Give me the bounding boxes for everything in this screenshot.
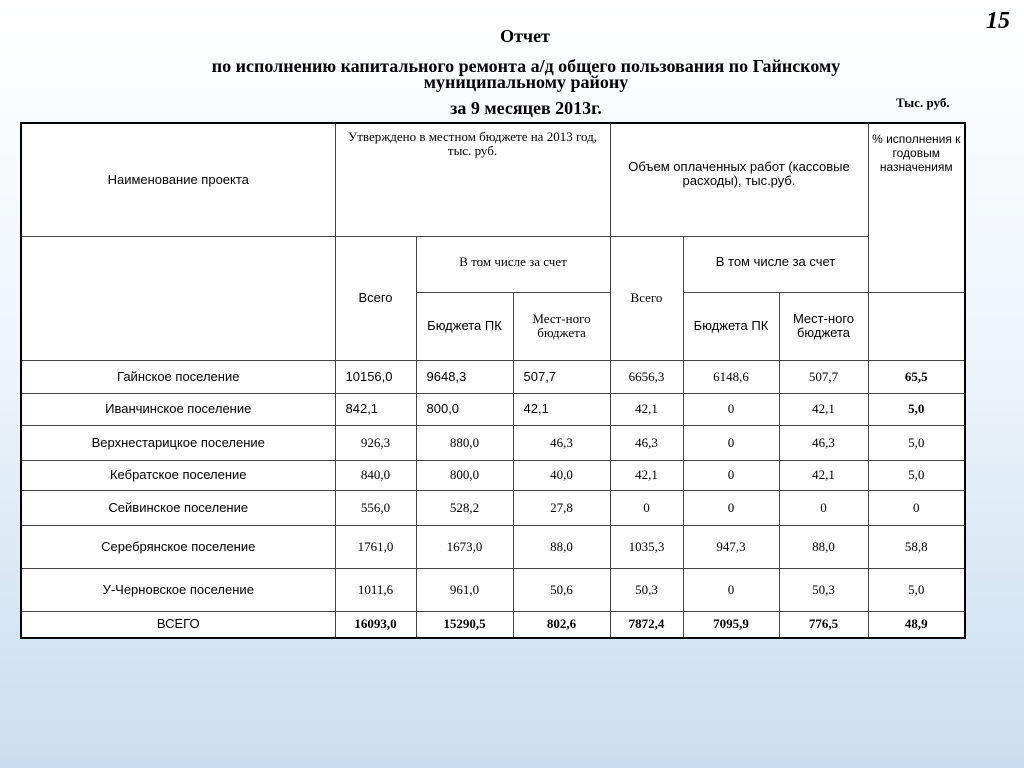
title-line-4: за 9 месяцев 2013г. (450, 98, 602, 118)
header-paid-total: Всего (610, 236, 683, 360)
units-label: Тыс. руб. (896, 95, 950, 110)
total-paid-total: 7872,4 (610, 611, 683, 638)
row-name: Серебрянское поселение (21, 525, 335, 568)
title-line-1: Отчет (500, 26, 550, 46)
row-name: Гайнское поселение (21, 360, 335, 393)
cell-paid-local: 50,3 (779, 568, 868, 611)
cell-paid-total: 0 (610, 490, 683, 525)
table-row (21, 360, 965, 393)
header-project-name-filler (21, 236, 335, 360)
cell-percent: 0 (868, 490, 965, 525)
cell-paid-total: 50,3 (610, 568, 683, 611)
cell-paid-pk: 0 (683, 490, 779, 525)
header-paid: Объем оплаченных работ (кассовые расходы), тыс.руб. (610, 123, 868, 236)
cell-percent: 5,0 (868, 393, 965, 425)
header-approved-local-budget: Мест-ного бюджета (513, 292, 610, 360)
header-approved-total: Всего (335, 236, 416, 360)
cell-paid-pk: 0 (683, 425, 779, 460)
cell-paid-total: 6656,3 (610, 360, 683, 393)
total-paid-pk: 7095,9 (683, 611, 779, 638)
cell-approved-total: 10156,0 (335, 360, 416, 393)
cell-approved-total: 926,3 (335, 425, 416, 460)
cell-approved-local: 42,1 (513, 393, 610, 425)
cell-approved-total: 556,0 (335, 490, 416, 525)
cell-paid-local: 507,7 (779, 360, 868, 393)
cell-approved-total: 1761,0 (335, 525, 416, 568)
header-project-name: Наименование проекта (21, 123, 335, 236)
cell-paid-total: 42,1 (610, 460, 683, 490)
cell-paid-pk: 0 (683, 568, 779, 611)
cell-approved-pk: 1673,0 (416, 525, 513, 568)
cell-approved-pk: 961,0 (416, 568, 513, 611)
cell-paid-pk: 0 (683, 460, 779, 490)
page-number: 15 (986, 8, 1010, 34)
cell-paid-total: 46,3 (610, 425, 683, 460)
cell-approved-pk: 880,0 (416, 425, 513, 460)
cell-percent: 5,0 (868, 460, 965, 490)
row-name: У-Черновское поселение (21, 568, 335, 611)
table-row (21, 490, 965, 525)
header-percent: % исполнения к годовым назначениям (868, 123, 965, 292)
row-name: Сейвинское поселение (21, 490, 335, 525)
cell-approved-local: 88,0 (513, 525, 610, 568)
cell-approved-pk: 528,2 (416, 490, 513, 525)
cell-paid-local: 88,0 (779, 525, 868, 568)
header-paid-including: В том числе за счет (683, 236, 868, 292)
cell-approved-local: 507,7 (513, 360, 610, 393)
cell-paid-local: 46,3 (779, 425, 868, 460)
title-line-2: по исполнению капитального ремонта а/д общего пользования по Гайнскому (211, 56, 841, 76)
total-paid-local: 776,5 (779, 611, 868, 638)
total-approved-local: 802,6 (513, 611, 610, 638)
cell-approved-local: 27,8 (513, 490, 610, 525)
header-approved-including: В том числе за счет (416, 236, 610, 292)
cell-approved-local: 46,3 (513, 425, 610, 460)
cell-approved-total: 842,1 (335, 393, 416, 425)
cell-paid-total: 1035,3 (610, 525, 683, 568)
row-name: Верхнестарицкое поселение (21, 425, 335, 460)
cell-paid-total: 42,1 (610, 393, 683, 425)
cell-approved-pk: 800,0 (416, 460, 513, 490)
header-paid-local-budget: Мест-ного бюджета (779, 292, 868, 360)
cell-paid-local: 42,1 (779, 460, 868, 490)
totals-name: ВСЕГО (21, 611, 335, 638)
cell-approved-pk: 9648,3 (416, 360, 513, 393)
total-approved-total: 16093,0 (335, 611, 416, 638)
cell-percent: 5,0 (868, 568, 965, 611)
table-row (21, 460, 965, 490)
total-approved-pk: 15290,5 (416, 611, 513, 638)
cell-paid-pk: 6148,6 (683, 360, 779, 393)
report-table (20, 122, 966, 639)
header-approved-budget-pk: Бюджета ПК (416, 292, 513, 360)
row-name: Кебратское поселение (21, 460, 335, 490)
cell-approved-total: 840,0 (335, 460, 416, 490)
totals-row (21, 611, 965, 638)
total-percent: 48,9 (868, 611, 965, 638)
table-row (21, 568, 965, 611)
header-paid-budget-pk: Бюджета ПК (683, 292, 779, 360)
cell-percent: 65,5 (868, 360, 965, 393)
cell-percent: 5,0 (868, 425, 965, 460)
row-name: Иванчинское поселение (21, 393, 335, 425)
cell-percent: 58,8 (868, 525, 965, 568)
title-line-3: муниципальному району (423, 72, 629, 92)
cell-approved-pk: 800,0 (416, 393, 513, 425)
cell-paid-local: 0 (779, 490, 868, 525)
table-row (21, 525, 965, 568)
table-row (21, 393, 965, 425)
table-row (21, 425, 965, 460)
cell-paid-pk: 0 (683, 393, 779, 425)
cell-paid-local: 42,1 (779, 393, 868, 425)
cell-approved-total: 1011,6 (335, 568, 416, 611)
header-approved: Утверждено в местном бюджете на 2013 год, тыс. руб. (335, 123, 610, 236)
header-percent-filler (868, 292, 965, 360)
cell-approved-local: 40,0 (513, 460, 610, 490)
cell-approved-local: 50,6 (513, 568, 610, 611)
cell-paid-pk: 947,3 (683, 525, 779, 568)
